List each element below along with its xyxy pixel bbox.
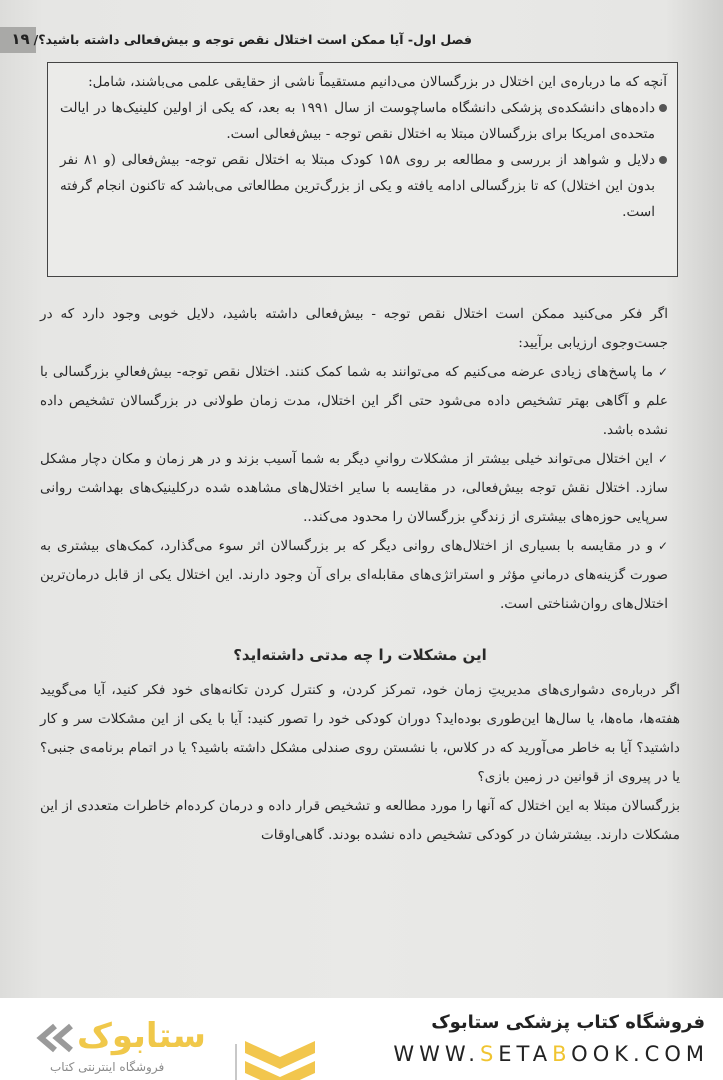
box-bullet [60,95,667,147]
bullet-text: دلایل و شواهد از بررسی و مطالعه بر روی ۱۵۸ کودک مبتلا به اختلال نقص توجه- بیش‌فعالی (و ۸۱ نفر بدون این اختلال) که تا بزرگسالی ادامه یافته و یکی از بزرگ‌ترین مطالعاتی می‌باشد که تاکنون انجام گرفته است. [60,152,655,220]
bullet-dot-icon [659,104,667,112]
store-banner [0,998,723,1080]
bullet-text: داده‌های دانشکده‌ی پزشکی دانشگاه ماساچوست از سال ۱۹۹۱ به بعد، که یکی از اولین کلینیک‌ها در ایالت متحده‌ی امریکا برای بزرگسالان مبتلا به اختلال نقص توجه - بیش‌فعالی است. [60,100,655,142]
logo-divider [235,1044,237,1080]
running-header [11,24,472,54]
section-heading: این مشکلات را چه مدتی داشته‌اید؟ [233,646,487,664]
body-paragraph: بزرگسالان مبتلا به این اختلال که آنها را مورد مطالعه و تشخیص قرار داده و درمان کرده‌ام خاطرات متعددی از این مشکلات دارند. بیشترشان در کودکی تشخیص داده نشده بودند. گاهی‌اوقات [40,798,680,843]
logo-wordmark: ستابوک [77,1016,206,1056]
url-part-highlight: S [479,1042,499,1066]
setabook-logo[interactable] [35,1016,285,1078]
url-part: WWW. [393,1042,480,1066]
chapter-title: فصل اول- آیا ممکن است اختلال نقص توجه و بیش‌فعالی داشته باشید؟/ [33,31,472,47]
intro-paragraph: اگر فکر می‌کنید ممکن است اختلال نقص توجه - بیش‌فعالی داشته باشید، دلایل خوبی وجود دارد که در جست‌وجوی ارزیابی برآیید: [40,306,668,351]
url-part-highlight: B [552,1042,572,1066]
store-title: فروشگاه کتاب پزشکی ستابوک [431,1012,705,1033]
bullet-dot-icon [659,156,667,164]
body-paragraph: اگر درباره‌ی دشواری‌های مدیریتِ زمان خود، تمرکز کردن، و کنترل کردن تکانه‌های خود فکر کنید، آیا می‌گویید هفته‌ها، ماه‌ها، یا سال‌ها این‌طوری بوده‌اید؟ دوران کودکی خود را تصور کنید: آیا با یکی از این مشکلات سر و کار داشتید؟ آیا به خاطر می‌آورید که در کلاس، با نشستن روی صندلی مشکل داشته باشید؟ یا در اتمام برنامه‌ی جنبی؟ یا در پیروی از قوانین در زمین بازی؟ [40,682,680,785]
check-item-text: و در مقایسه با بسیاری از اختلال‌های روانی دیگر که بر بزرگسالان اثر سوء می‌گذارد، کمک‌های بیشتری به صورت گزینه‌های درمانیِ مؤثر و استراتژی‌های مقابله‌ای برای آن وجود دارند. این اختلال یکی از قابل درمان‌ترین اختلال‌های روان‌شناختی است. [40,538,668,612]
url-part: OOK.COM [571,1042,709,1066]
url-part: ETA [498,1042,553,1066]
main-text [40,300,680,850]
check-item-text: این اختلال می‌تواند خیلی بیشتر از مشکلات روانیِ دیگر به شما آسیب بزند و در هر زمان و مکان دچار مشکل سازد. اختلال نقش توجه بیش‌فعالی، در مقایسه با سایر اختلال‌های مشاهده شده درکلینیک‌های بهداشت روانی سرپایی حوزه‌های بیشتری از زندگیِ بزرگسالان را محدود می‌کند.. [40,451,668,525]
check-list-item [40,358,680,445]
check-list-item [40,445,680,532]
store-url[interactable] [393,1042,709,1066]
check-item-text: ما پاسخ‌های زیادی عرضه می‌کنیم که می‌توانند به شما کمک کنند. اختلال نقص توجه- بیش‌فعالیِ بزرگسالی با علم و آگاهی بهتر تشخیص داده می‌شود حتی اگر این اختلال، مدت زمان طولانی در بزرگسالان تشخیص داده نشده باشد. [40,364,668,438]
check-list-item [40,532,680,619]
page-number: ۱۹ [11,30,30,48]
chevron-emblem-icon [245,1041,315,1080]
checkmark-icon: ✓ [657,452,668,466]
box-intro: آنچه که ما درباره‌ی این اختلال در بزرگسالان می‌دانیم مستقیماً ناشی از حقایقی علمی می‌باشند، شامل: [88,74,667,90]
checkmark-icon: ✓ [657,539,668,553]
box-bullet [60,147,667,225]
logo-subtitle: فروشگاه اینترنتی کتاب [50,1060,165,1074]
checkmark-icon: ✓ [657,365,668,379]
facts-box [47,62,678,277]
